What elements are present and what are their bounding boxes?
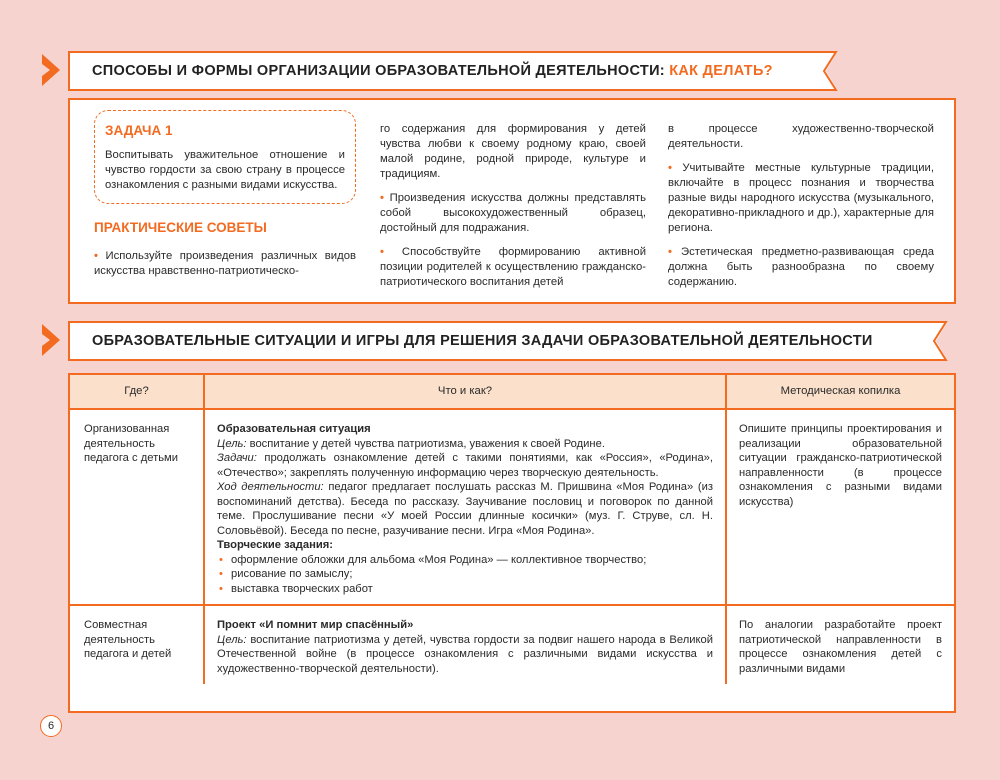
task-text: Воспитывать уважительное отношение и чувство гордости за свою страну в процессе ознакомления с разными видами искусства. (105, 149, 345, 191)
info-panel (68, 98, 956, 304)
advice-item (668, 161, 934, 236)
cell-kopilka: Опишите принципы проектирования и реализации образовательной ситуации гражданско-патриотической направленности (в процессе ознакомления с разными видами искусства) (726, 409, 954, 605)
section-title-situations (68, 321, 930, 361)
info-column-1 (94, 110, 356, 288)
advice-text: Используйте произведения различных видов искусства нравственно-патриотическо- (94, 250, 356, 277)
project-title: Проект «И помнит мир спасённый» (217, 619, 414, 631)
bullet-icon: • (668, 246, 672, 258)
banner-notch (928, 321, 948, 361)
cell-how (204, 605, 726, 684)
list-item: • выставка творческих работ (217, 582, 713, 597)
goal-text: воспитание патриотизма у детей, чувства гордости за подвиг нашего народа в Великой Отечественной войне (в процессе ознакомления с различными видами искусства и художественно-творческой деятельности). (217, 633, 713, 675)
task-title: ЗАДАЧА 1 (105, 123, 173, 138)
section-title-main: ОБРАЗОВАТЕЛЬНЫЕ СИТУАЦИИ И ИГРЫ ДЛЯ РЕШЕНИЯ ЗАДАЧИ ОБРАЗОВАТЕЛЬНОЙ ДЕЯТЕЛЬНОСТИ (92, 333, 873, 349)
table-header-row (70, 375, 954, 409)
cell-how (204, 409, 726, 605)
course-text: педагог предлагает послушать рассказ М. Пришвина «Моя Родина» (из воспоминаний детства). Беседа по рассказу. Заучивание пословиц и поговорок по данной теме. Прослушивание песни «У моей России длинные косички» (муз. Г. Струве, сл. Н. Соловьёвой). Беседа по песне, разучивание песни. Игра «Моя Родина». (217, 481, 713, 537)
cell-kopilka: По аналогии разработайте проект патриотической направленности в процессе ознакомления детей с различными видами (739, 619, 942, 675)
advice-item (94, 249, 356, 279)
section-title-accent: КАК ДЕЛАТЬ? (669, 63, 773, 79)
advice-text: Произведения искусства должны представлять собой высокохудожественный образец, достойный для подражания. (380, 192, 647, 234)
header-kopilka: Методическая копилка (726, 375, 954, 409)
creative-title: Творческие задания: (217, 539, 333, 551)
goal-line (217, 437, 713, 452)
advice-text: Способствуйте формированию активной позиции родителей к осуществлению гражданско-патриотического воспитания детей (380, 246, 646, 288)
advice-item (380, 245, 646, 290)
advice-text: Эстетическая предметно-развивающая среда должна быть разнообразна по своему содержанию. (668, 246, 934, 288)
page-number: 6 (40, 715, 62, 737)
section-arrow-icon (40, 52, 62, 88)
tasks-label: Задачи: (217, 452, 257, 464)
task-box (94, 110, 356, 204)
advice-item (380, 191, 646, 236)
list-item: • оформление обложки для альбома «Моя Родина» — коллективное творчество; (217, 553, 713, 568)
goal-label: Цель: (217, 633, 247, 646)
list-item: • рисование по замыслу; (217, 567, 713, 582)
bullet-icon: • (668, 162, 672, 174)
advice-text: в процессе художественно-творческой деятельности. (668, 123, 934, 150)
info-column-3 (668, 122, 934, 299)
creative-list (217, 553, 713, 597)
bullet-icon: • (380, 192, 384, 204)
advice-text: го содержания для формирования у детей чувства любви к своему родному краю, своей малой родине, родной природе, культуре и традициям. (380, 123, 646, 180)
advice-title: ПРАКТИЧЕСКИЕ СОВЕТЫ (94, 220, 267, 235)
header-how: Что и как? (204, 375, 726, 409)
tasks-text: продолжать ознакомление детей с такими понятиями, как «Россия», «Родина», «Отечество»; закреплять полученную информацию через творческую деятельность. (217, 452, 713, 479)
info-column-2 (380, 122, 646, 299)
section-title-main: СПОСОБЫ И ФОРМЫ ОРГАНИЗАЦИИ ОБРАЗОВАТЕЛЬНОЙ ДЕЯТЕЛЬНОСТИ: (92, 63, 665, 79)
section-arrow-icon (40, 322, 62, 358)
bullet-icon: • (94, 250, 98, 262)
advice-text: Учитывайте местные культурные традиции, включайте в процесс познания и творчества разные виды народного искусства (музыкального, декоративно-прикладного и др.), характерные для региона. (668, 162, 934, 234)
course-line (217, 480, 713, 538)
goal-line (217, 633, 713, 677)
goal-text: воспитание у детей чувства патриотизма, уважения к своей Родине. (246, 437, 605, 450)
course-label: Ход деятельности: (217, 481, 324, 493)
table-row (70, 409, 954, 605)
advice-item (668, 245, 934, 290)
cell-where: Организованная деятельность педагога с детьми (70, 409, 204, 605)
activities-table (68, 373, 956, 713)
cell-where: Совместная деятельность педагога и детей (70, 605, 204, 684)
situation-title: Образовательная ситуация (217, 423, 371, 435)
goal-label: Цель: (217, 437, 247, 450)
header-where: Где? (70, 375, 204, 409)
banner-notch (818, 51, 838, 91)
table-row (70, 605, 954, 684)
tasks-line (217, 451, 713, 480)
bullet-icon: • (380, 246, 384, 258)
section-title-methods (68, 51, 820, 91)
